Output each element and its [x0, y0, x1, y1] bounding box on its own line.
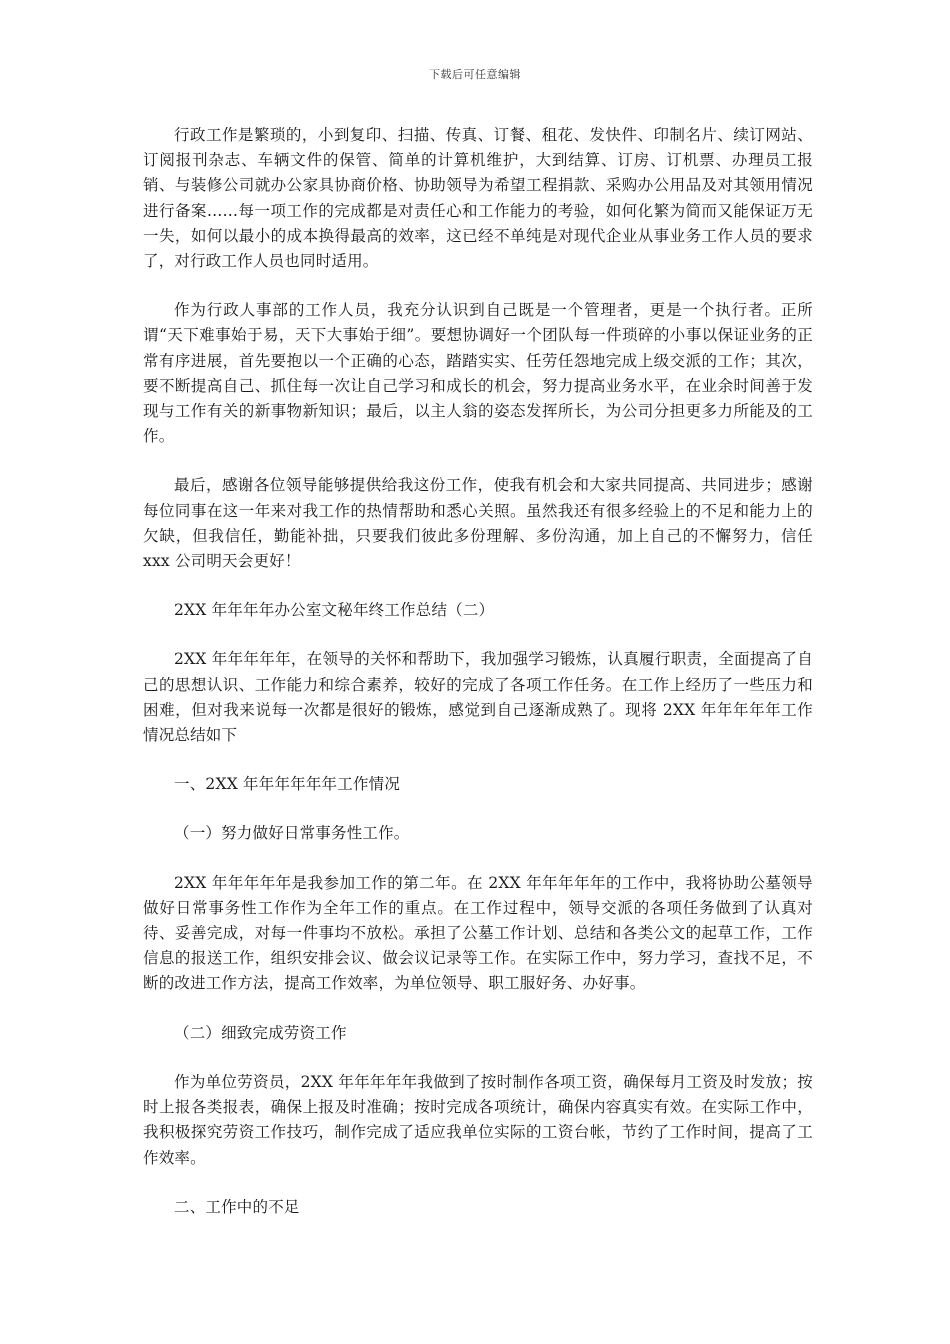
paragraph-role-awareness: 作为行政人事部的工作人员，我充分认识到自己既是一个管理者，更是一个执行者。正所谓“天下难事始于易，天下大事始于细”。要想协调好一个团队每一件琐碎的小事以保证业务的正常有序进展，首先要抱以一个正确的心态，踏踏实实、任劳任怨地完成上级交派的工作；其次，要不断提高自己、抓住每一次让自己学习和成长的机会，努力提高业务水平，在业余时间善于发现与工作有关的新事物新知识；最后，以主人翁的姿态发挥所长，为公司分担更多力所能及的工作。 — [143, 301, 813, 446]
paragraph-payroll-work: 作为单位劳资员，2XX 年年年年年我做到了按时制作各项工资，确保每月工资及时发放；按时上报各类报表，确保上报及时准确；按时完成各项统计，确保内容真实有效。在实际工作中，我积极探究劳资工作技巧，制作完成了适应我单位实际的工资台帐，节约了工作时间，提高了工作效率。 — [143, 1072, 813, 1167]
heading-shortcomings: 二、工作中的不足 — [174, 1197, 300, 1216]
section-title-summary-two: 2XX 年年年年办公室文秘年终工作总结（二） — [174, 601, 495, 620]
page-header-note: 下载后可任意编辑 — [429, 68, 521, 81]
document-body — [143, 123, 813, 1244]
paragraph-year-intro: 2XX 年年年年年，在领导的关怀和帮助下，我加强学习锻炼，认真履行职责，全面提高了自己的思想认识、工作能力和综合素养，较好的完成了各项工作任务。在工作上经历了一些压力和困难，但对我来说每一次都是很好的锻炼，感觉到自己逐渐成熟了。现将 2XX 年年年年年工作情况总结如下 — [143, 650, 813, 745]
subheading-payroll-work: （二）细致完成劳资工作 — [174, 1023, 347, 1042]
subheading-daily-affairs: （一）努力做好日常事务性工作。 — [174, 824, 410, 843]
heading-work-situation: 一、2XX 年年年年年年工作情况 — [174, 775, 401, 794]
paragraph-thanks: 最后，感谢各位领导能够提供给我这份工作，使我有机会和大家共同提高、共同进步；感谢每位同事在这一年来对我工作的热情帮助和悉心关照。虽然我还有很多经验上的不足和能力上的欠缺，但我信任，勤能补拙，只要我们彼此多份理解、多份沟通，加上自己的不懈努力，信任 xxx 公司明天会更好！ — [143, 476, 813, 571]
paragraph-daily-affairs: 2XX 年年年年年是我参加工作的第二年。在 2XX 年年年年年的工作中，我将协助公墓领导做好日常事务性工作作为全年工作的重点。在工作过程中，领导交派的各项任务做到了认真对待、妥善完成，对每一件事均不放松。承担了公墓工作计划、总结和各类公文的起草工作，工作信息的报送工作，组织安排会议、做会议记录等工作。在实际工作中，努力学习，查找不足，不断的改进工作方法，提高工作效率，为单位领导、职工服好务、办好事。 — [143, 873, 813, 993]
paragraph-admin-work: 行政工作是繁琐的，小到复印、扫描、传真、订餐、租花、发快件、印制名片、续订网站、订阅报刊杂志、车辆文件的保管、简单的计算机维护，大到结算、订房、订机票、办理员工报销、与装修公司就办公家具协商价格、协助领导为希望工程捐款、采购办公用品及对其领用情况进行备案……每一项工作的完成都是对责任心和工作能力的考验，如何化繁为简而又能保证万无一失，如何以最小的成本换得最高的效率，这已经不单纯是对现代企业从事业务工作人员的要求了，对行政工作人员也同时适用。 — [143, 126, 813, 271]
